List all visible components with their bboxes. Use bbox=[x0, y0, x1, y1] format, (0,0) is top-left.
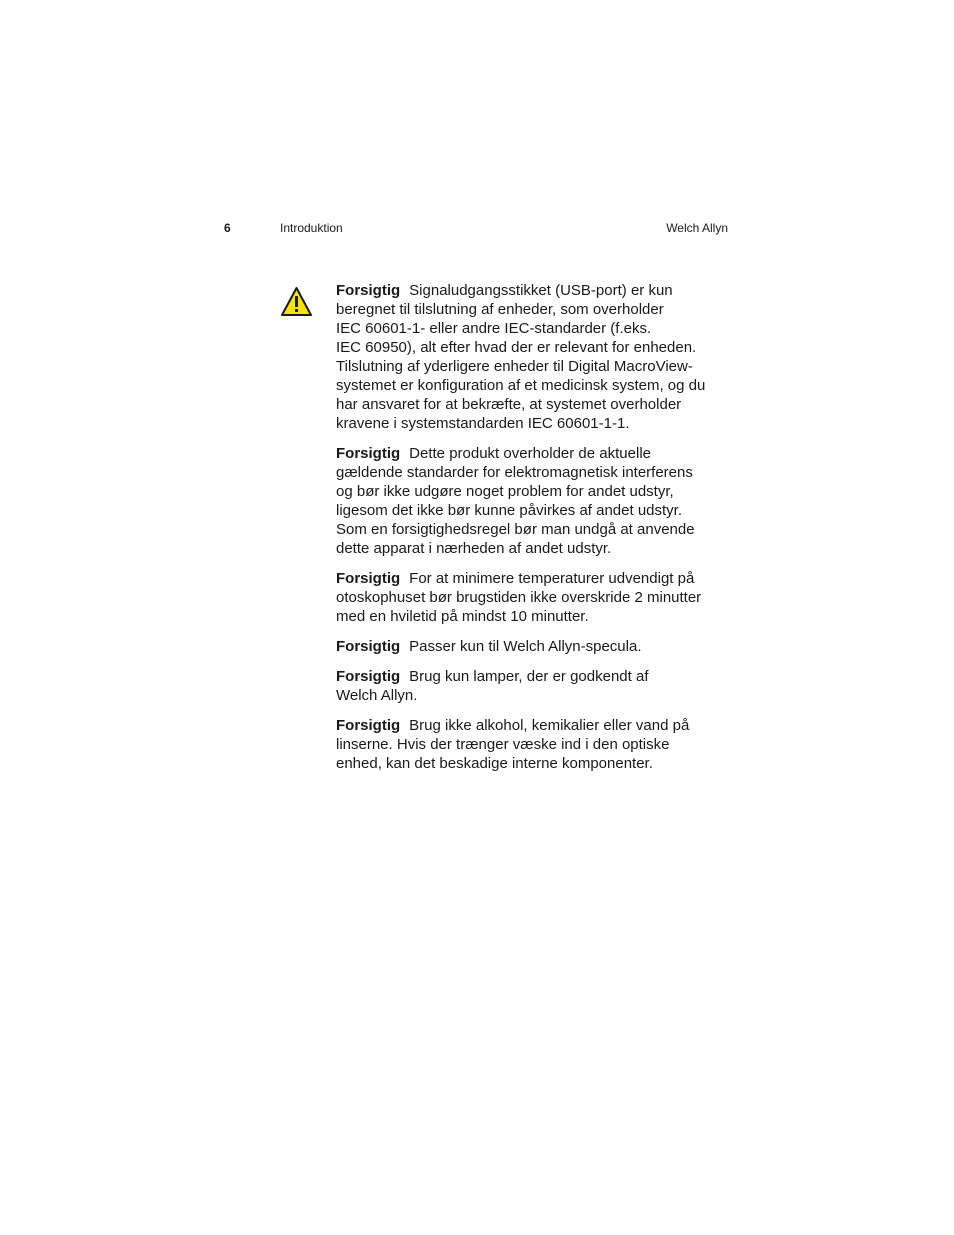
caution-text-line: kravene i systemstandarden IEC 60601-1-1. bbox=[336, 415, 630, 432]
caution-note bbox=[336, 281, 728, 433]
caution-text-line: Brug kun lamper, der er godkendt af bbox=[409, 668, 649, 685]
caution-label: Forsigtig bbox=[336, 570, 401, 587]
brand-name: Welch Allyn bbox=[666, 221, 728, 235]
caution-text-line: Passer kun til Welch Allyn-specula. bbox=[409, 638, 642, 655]
caution-note bbox=[336, 637, 728, 656]
caution-text-line: dette apparat i nærheden af andet udstyr. bbox=[336, 540, 612, 557]
caution-label: Forsigtig bbox=[336, 445, 401, 462]
caution-text-line: og bør ikke udgøre noget problem for andet udstyr, bbox=[336, 483, 674, 500]
caution-note bbox=[336, 716, 728, 773]
caution-label: Forsigtig bbox=[336, 638, 401, 655]
caution-note bbox=[336, 667, 728, 705]
caution-text-line: For at minimere temperaturer udvendigt på bbox=[409, 570, 695, 587]
caution-text-line: systemet er konfiguration af et medicinsk system, og du bbox=[336, 377, 706, 394]
caution-text-line: Welch Allyn. bbox=[336, 687, 418, 704]
caution-text-line: Brug ikke alkohol, kemikalier eller vand på bbox=[409, 717, 690, 734]
caution-label: Forsigtig bbox=[336, 282, 401, 299]
caution-text-line: IEC 60601-1- eller andre IEC-standarder (f.eks. bbox=[336, 320, 652, 337]
caution-text-line: Som en forsigtighedsregel bør man undgå at anvende bbox=[336, 521, 695, 538]
page-header bbox=[0, 221, 954, 239]
caution-text-line: har ansvaret for at bekræfte, at systemet overholder bbox=[336, 396, 682, 413]
section-title: Introduktion bbox=[280, 221, 343, 235]
caution-note bbox=[336, 569, 728, 626]
caution-text-line: Signaludgangsstikket (USB-port) er kun bbox=[409, 282, 673, 299]
caution-text-line: Tilslutning af yderligere enheder til Digital MacroView- bbox=[336, 358, 693, 375]
caution-list bbox=[336, 281, 728, 784]
caution-label: Forsigtig bbox=[336, 717, 401, 734]
caution-note bbox=[336, 444, 728, 558]
caution-text-line: otoskophuset bør brugstiden ikke overskride 2 minutter bbox=[336, 589, 702, 606]
caution-text-line: enhed, kan det beskadige interne komponenter. bbox=[336, 755, 653, 772]
caution-text-line: ligesom det ikke bør kunne påvirkes af andet udstyr. bbox=[336, 502, 683, 519]
caution-text-line: med en hviletid på mindst 10 minutter. bbox=[336, 608, 589, 625]
warning-triangle-icon bbox=[280, 286, 313, 317]
page-number: 6 bbox=[224, 221, 231, 235]
caution-text-line: linserne. Hvis der trænger væske ind i den optiske bbox=[336, 736, 670, 753]
caution-text-line: gældende standarder for elektromagnetisk interferens bbox=[336, 464, 693, 481]
caution-text-line: Dette produkt overholder de aktuelle bbox=[409, 445, 651, 462]
caution-text-line: beregnet til tilslutning af enheder, som overholder bbox=[336, 301, 664, 318]
caution-label: Forsigtig bbox=[336, 668, 401, 685]
caution-text-line: IEC 60950), alt efter hvad der er relevant for enheden. bbox=[336, 339, 697, 356]
